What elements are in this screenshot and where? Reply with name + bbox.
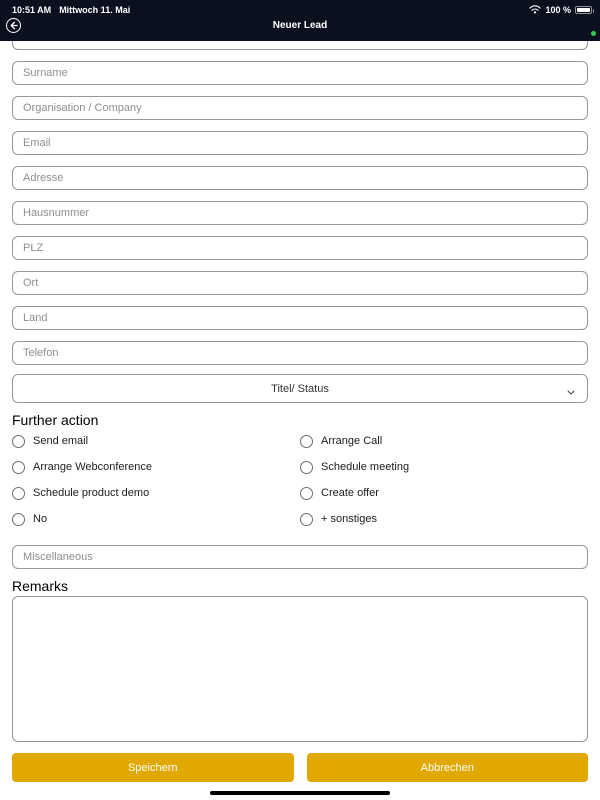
- radio-label: Arrange Webconference: [33, 461, 153, 473]
- navigation-bar: [0, 0, 600, 41]
- radio-circle-icon[interactable]: [300, 513, 313, 526]
- radio-circle-icon[interactable]: [300, 487, 313, 500]
- titel-status-selected-value: Titel/ Status: [271, 382, 329, 395]
- radio-label: Schedule meeting: [321, 461, 410, 473]
- status-bar: [0, 3, 600, 17]
- radio-option-send-email[interactable]: [12, 428, 300, 454]
- chevron-down-icon: [567, 386, 575, 398]
- battery-percent: 100 %: [545, 5, 571, 15]
- status-time: 10:51 AM: [12, 5, 52, 15]
- further-action-options: [12, 428, 588, 532]
- radio-label: + sonstiges: [321, 513, 377, 525]
- adresse-field[interactable]: [12, 166, 588, 190]
- radio-option-arrange-webconference[interactable]: [12, 454, 300, 480]
- radio-circle-icon[interactable]: [12, 487, 25, 500]
- radio-circle-icon[interactable]: [300, 435, 313, 448]
- radio-option-sonstiges[interactable]: [300, 506, 588, 532]
- remarks-textarea[interactable]: [12, 596, 588, 742]
- radio-option-schedule-meeting[interactable]: [300, 454, 588, 480]
- remarks-heading: Remarks: [12, 578, 69, 594]
- miscellaneous-field[interactable]: [12, 545, 588, 569]
- status-date: Mittwoch 11. Mai: [59, 5, 131, 15]
- organisation-field[interactable]: [12, 96, 588, 120]
- ort-field[interactable]: [12, 271, 588, 295]
- radio-label: Create offer: [321, 487, 379, 499]
- radio-circle-icon[interactable]: [12, 435, 25, 448]
- radio-circle-icon[interactable]: [12, 513, 25, 526]
- radio-label: Schedule product demo: [33, 487, 150, 499]
- radio-option-schedule-product-demo[interactable]: [12, 480, 300, 506]
- recording-indicator-dot: [591, 31, 596, 36]
- telefon-field[interactable]: [12, 341, 588, 365]
- hausnummer-field[interactable]: [12, 201, 588, 225]
- wifi-icon: [529, 5, 541, 16]
- radio-option-create-offer[interactable]: [300, 480, 588, 506]
- page-title: Neuer Lead: [272, 20, 328, 31]
- battery-icon: [575, 6, 592, 14]
- radio-circle-icon[interactable]: [12, 461, 25, 474]
- email-field[interactable]: [12, 131, 588, 155]
- radio-label: No: [33, 513, 48, 525]
- home-indicator[interactable]: [210, 791, 390, 795]
- radio-circle-icon[interactable]: [300, 461, 313, 474]
- radio-label: Send email: [33, 435, 89, 447]
- radio-option-arrange-call[interactable]: [300, 428, 588, 454]
- cancel-button[interactable]: Abbrechen: [307, 753, 589, 782]
- save-button[interactable]: Speichern: [12, 753, 294, 782]
- further-action-heading: Further action: [12, 412, 99, 428]
- land-field[interactable]: [12, 306, 588, 330]
- radio-option-no[interactable]: [12, 506, 300, 532]
- form-actions: [12, 753, 588, 782]
- radio-label: Arrange Call: [321, 435, 383, 447]
- surname-field[interactable]: [12, 61, 588, 85]
- titel-status-dropdown[interactable]: [12, 374, 588, 403]
- plz-field[interactable]: [12, 236, 588, 260]
